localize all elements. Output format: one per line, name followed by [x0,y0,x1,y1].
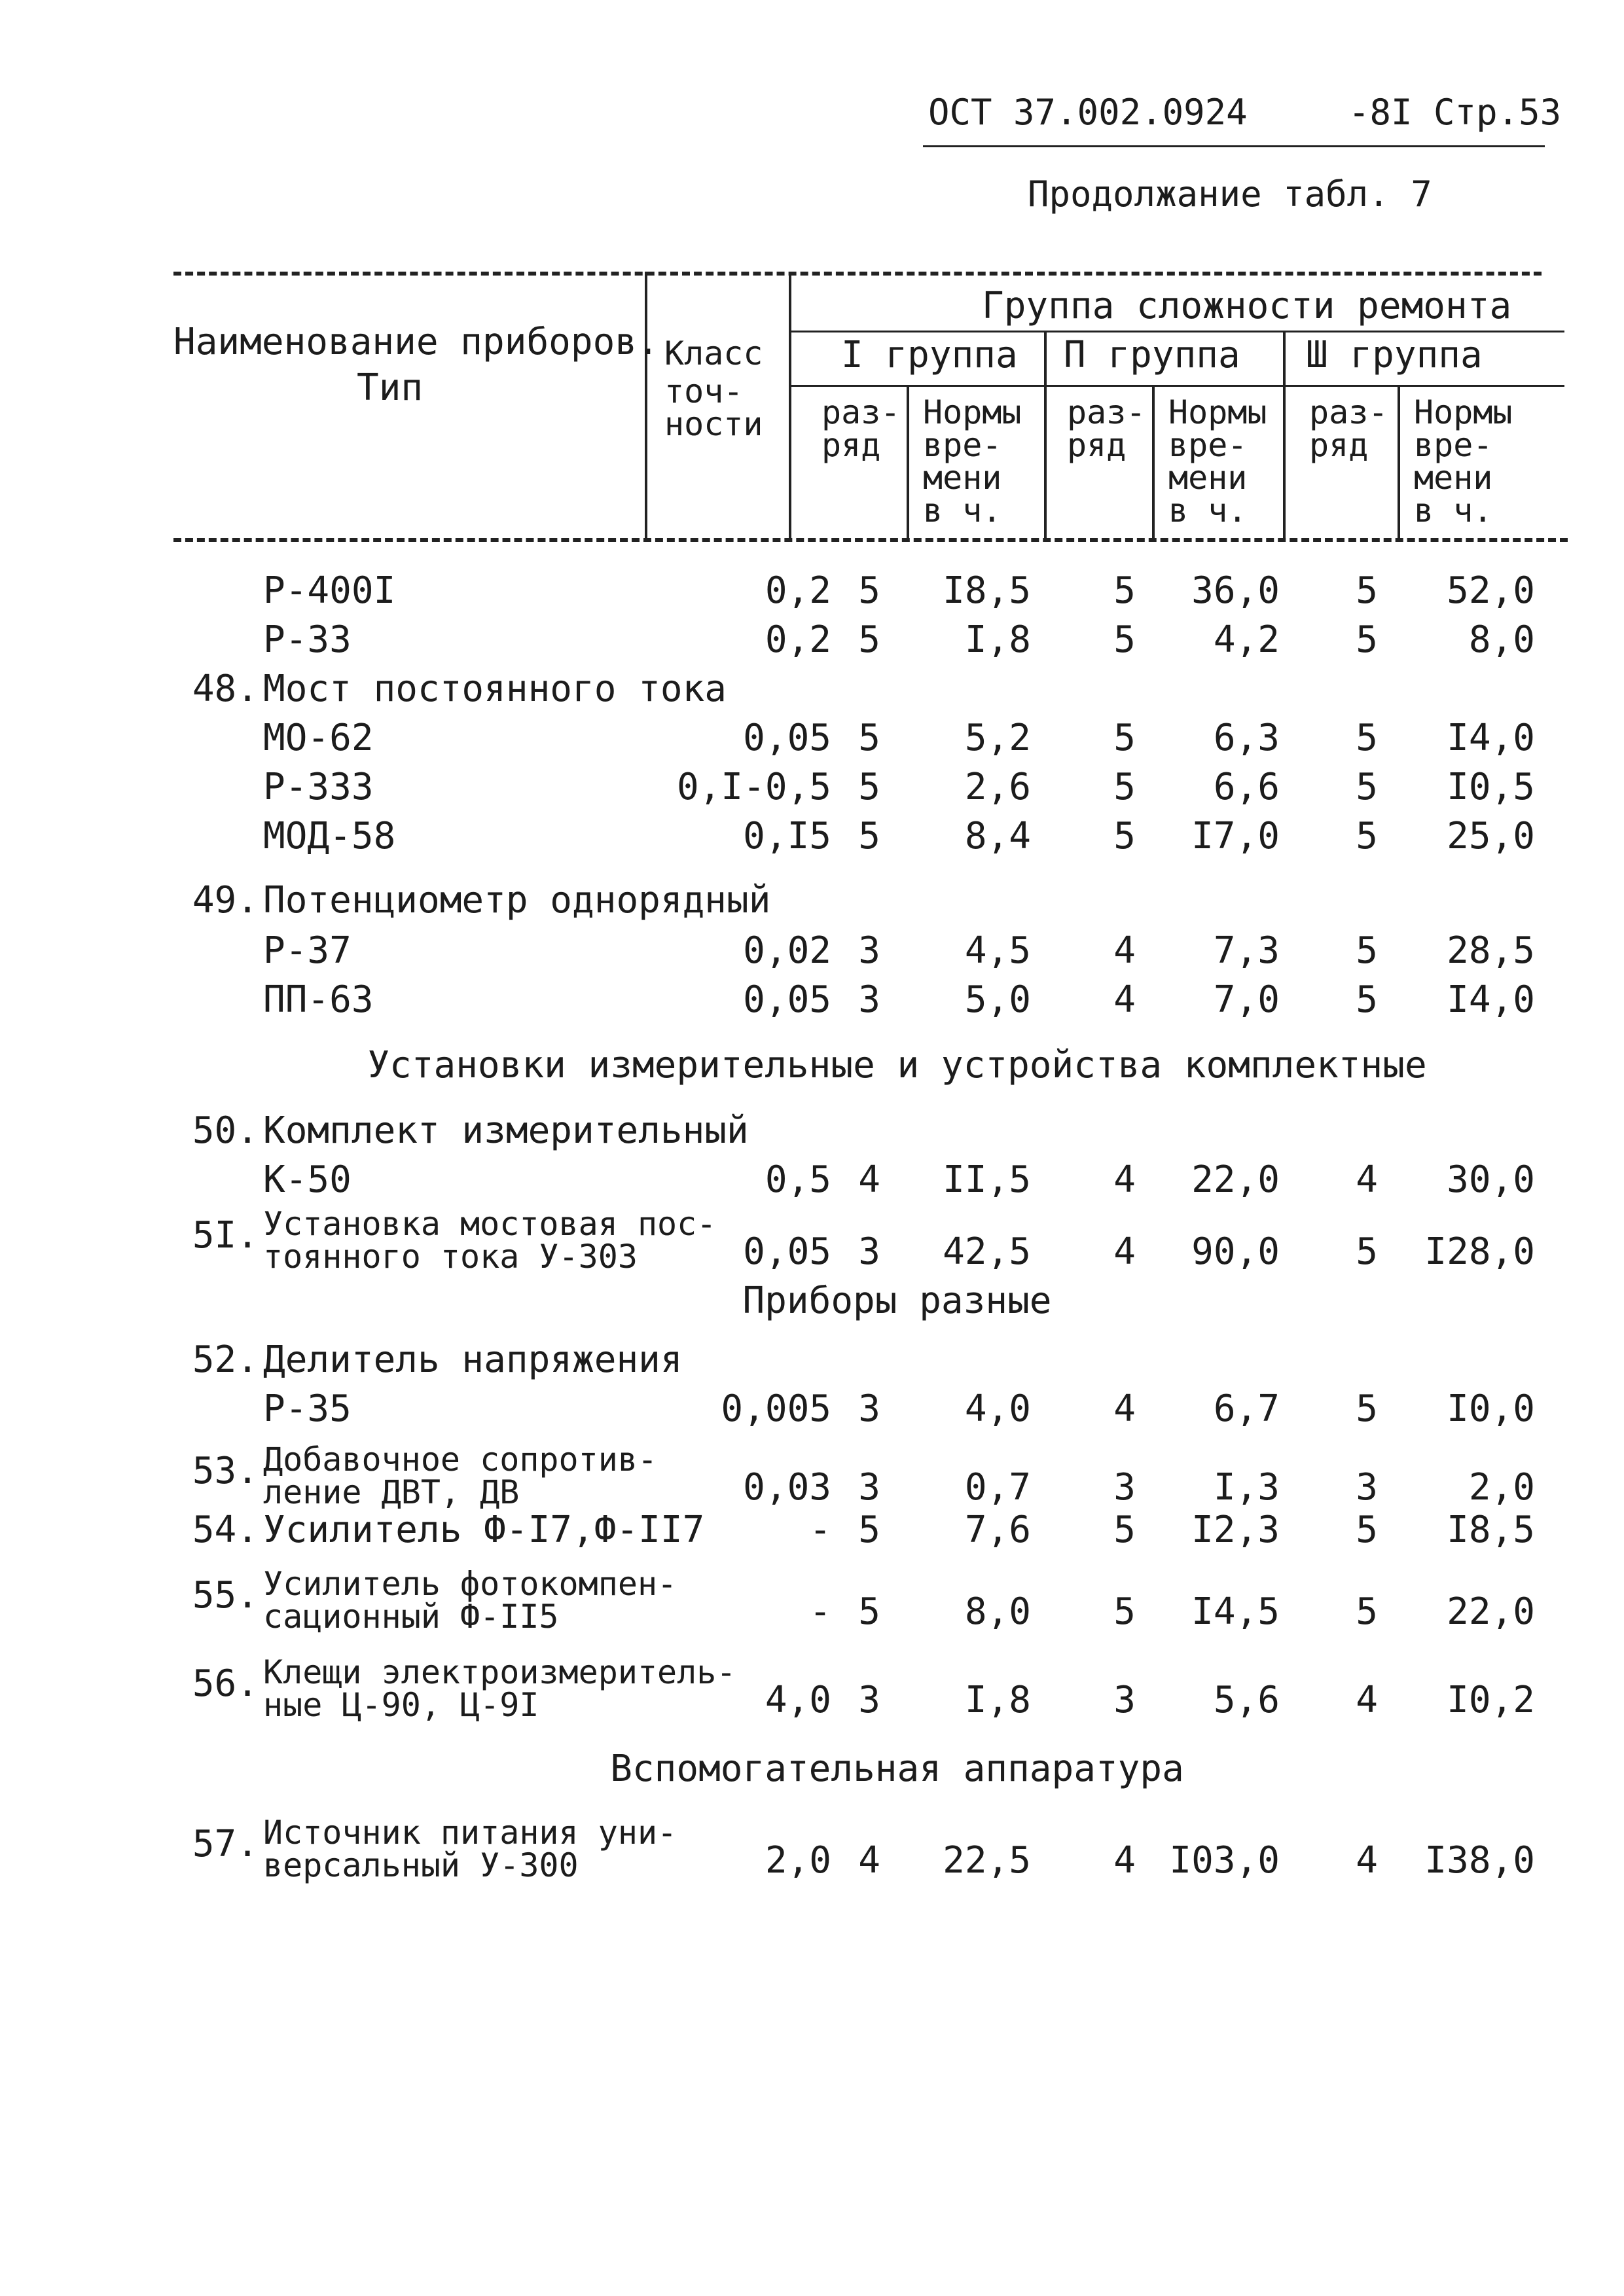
accuracy-class: 0,I5 [743,815,831,857]
time-norm-value: 7,3 [1213,929,1280,972]
item-name-line: Источник питания уни- [263,1814,677,1852]
grade-value: 5 [1113,619,1136,661]
grade-value: 3 [858,1466,880,1509]
item-name-line: Усилитель фотокомпен- [263,1565,677,1603]
group-2-title: П группа [1064,334,1240,376]
grade-value: 5 [1113,1509,1136,1551]
time-norm-value: 25,0 [1447,815,1535,857]
class-header-line1: Класс [664,334,763,372]
header-underline [923,145,1545,147]
item-name-line: Р-33 [263,619,352,661]
norms-line: Нормы [1414,393,1513,431]
time-norm-value: 0,7 [964,1466,1031,1509]
table-head-bottom-rule [173,538,1568,542]
grade-value: 4 [1113,1388,1136,1430]
page-number: -8I Стр.53 [1348,92,1562,133]
time-norm-value: 52,0 [1447,569,1535,612]
item-name-line: Делитель напряжения [263,1338,683,1381]
item-name [263,619,352,661]
norms-line: вре- [923,426,1002,464]
grade-value: 5 [1113,1590,1136,1633]
norms-line: вре- [1168,426,1248,464]
group-1-title: I группа [841,334,1018,376]
grade-value: 3 [858,1388,880,1430]
time-norm-value: I,8 [964,619,1031,661]
time-norm-value: 22,0 [1447,1590,1535,1633]
grade-value: 4 [858,1839,880,1882]
grade-value: 3 [858,978,880,1021]
item-name-line: Усилитель Ф-I7,Ф-II7 [263,1509,705,1551]
accuracy-class: 0,005 [721,1388,831,1430]
item-name [263,879,771,922]
section-heading: Приборы разные [742,1280,1052,1322]
grade-value: 4 [1113,1158,1136,1201]
time-norm-value: II,5 [943,1158,1031,1201]
time-norm-value: I4,0 [1447,978,1535,1021]
accuracy-class: - [809,1509,831,1551]
grade-value: 5 [858,1509,880,1551]
divider-g3-sub [1398,385,1400,540]
time-norm-value: I,3 [1213,1466,1280,1509]
item-name-line: ные Ц-90, Ц-9I [263,1686,539,1724]
item-name-line: Р-35 [263,1388,352,1430]
divider-class-groups [789,272,791,540]
grade-value: 4 [1113,1839,1136,1882]
class-column-header [664,334,763,443]
complexity-group-title: Группа сложности ремонта [982,285,1512,327]
time-norm-value: I0,5 [1447,766,1535,808]
item-name-line: Добавочное сопротив- [263,1441,658,1479]
time-norm-value: 30,0 [1447,1158,1535,1201]
time-norm-value: 8,4 [964,815,1031,857]
divider-g2-g3 [1283,331,1286,540]
time-norm-value: I0,0 [1447,1388,1535,1430]
grade-value: 5 [1356,929,1378,972]
grade-value: 5 [1113,815,1136,857]
item-name [263,1816,677,1882]
item-name-line: версальный У-300 [263,1846,579,1884]
time-norm-value: 22,5 [943,1839,1031,1882]
time-norm-value: 5,0 [964,978,1031,1021]
item-number: 49. [192,879,259,922]
item-name [263,978,374,1021]
item-name [263,1565,677,1636]
grade-value: 5 [858,1590,880,1633]
norms-line: в ч. [1414,492,1493,529]
time-norm-value: 36,0 [1191,569,1280,612]
item-name [263,569,396,612]
group-3-title: Ш группа [1306,334,1483,376]
accuracy-class: 0,05 [743,717,831,759]
accuracy-class: 0,2 [765,569,831,612]
grade-value: 5 [1356,978,1378,1021]
time-norm-value: I28,0 [1424,1230,1535,1273]
time-norm-value: I03,0 [1169,1839,1280,1882]
grade-value: 3 [1113,1466,1136,1509]
item-name-line: МОД-58 [263,815,396,857]
razryad-header-g2 [1067,393,1146,464]
time-norm-value: 8,0 [1468,619,1535,661]
time-norm-value: 4,0 [964,1388,1031,1430]
norms-line: мени [1414,459,1493,497]
razryad-line: ряд [1067,426,1127,464]
grade-value: 4 [1356,1158,1378,1201]
norms-line: Нормы [1168,393,1267,431]
item-name [263,1338,683,1381]
time-norm-value: 7,6 [964,1509,1031,1551]
section-heading: Вспомогательная аппаратура [610,1748,1184,1790]
item-name-line: тоянного тока У-303 [263,1238,638,1276]
item-number: 53. [192,1450,259,1492]
grade-value: 4 [1113,1230,1136,1273]
grade-value: 3 [858,1679,880,1721]
time-norm-value: 6,3 [1213,717,1280,759]
accuracy-class: 0,03 [743,1466,831,1509]
item-name [263,929,352,972]
document-code: ОСТ 37.002.0924 [928,92,1248,133]
item-name-line: ПП-63 [263,978,374,1021]
time-norm-value: 28,5 [1447,929,1535,972]
time-norm-value: 7,0 [1213,978,1280,1021]
grade-value: 4 [858,1158,880,1201]
razryad-line: ряд [821,426,881,464]
time-norm-value: 8,0 [964,1590,1031,1633]
grade-value: 3 [858,1230,880,1273]
type-column-title: Тип [357,367,424,409]
time-norm-value: I0,2 [1447,1679,1535,1721]
time-norm-value: 90,0 [1191,1230,1280,1273]
accuracy-class: - [809,1590,831,1633]
time-norm-value: 6,7 [1213,1388,1280,1430]
item-name-line: Р-37 [263,929,352,972]
item-name-line: Р-400I [263,569,396,612]
section-heading: Установки измерительные и устройства комплектные [367,1044,1427,1086]
grade-value: 5 [858,619,880,661]
divider-g2-sub [1152,385,1155,540]
item-number: 56. [192,1662,259,1705]
table-top-rule [173,272,1542,276]
grade-value: 5 [1356,1509,1378,1551]
norms-line: Нормы [923,393,1022,431]
razryad-line: раз- [821,393,901,431]
time-norm-value: I4,0 [1447,717,1535,759]
grade-value: 3 [858,929,880,972]
item-name-line: Мост постоянного тока [263,668,727,710]
grade-value: 5 [1356,569,1378,612]
accuracy-class: 0,05 [743,978,831,1021]
item-name-line: Комплект измерительный [263,1109,749,1152]
item-number: 5I. [192,1214,259,1257]
norms-line: мени [923,459,1002,497]
grade-value: 5 [858,569,880,612]
item-name [263,766,374,808]
item-name [263,668,727,710]
time-norm-value: I7,0 [1191,815,1280,857]
time-norm-value: I,8 [964,1679,1031,1721]
grade-value: 5 [858,717,880,759]
time-norm-value: 4,5 [964,929,1031,972]
razryad-header-g1 [821,393,901,464]
item-name-line: МО-62 [263,717,374,759]
time-norm-value: 2,6 [964,766,1031,808]
item-name-line: К-50 [263,1158,352,1201]
item-name-line: сационный Ф-II5 [263,1598,559,1636]
grade-value: 4 [1356,1679,1378,1721]
accuracy-class: 2,0 [765,1839,831,1882]
item-number: 50. [192,1109,259,1152]
item-name [263,717,374,759]
accuracy-class: 4,0 [765,1679,831,1721]
accuracy-class: 0,02 [743,929,831,972]
item-name [263,815,396,857]
item-name [263,1388,352,1430]
item-number: 48. [192,668,259,710]
item-number: 54. [192,1509,259,1551]
grade-value: 5 [1356,1230,1378,1273]
norms-header-g1 [923,393,1022,529]
grade-value: 4 [1356,1839,1378,1882]
time-norm-value: 22,0 [1191,1158,1280,1201]
item-name [263,1205,717,1276]
grade-value: 4 [1113,978,1136,1021]
grade-value: 5 [858,766,880,808]
table-continuation-label: Продолжание табл. 7 [1028,173,1432,215]
item-name [263,1443,657,1509]
grade-value: 5 [1356,766,1378,808]
grade-value: 5 [1113,766,1136,808]
item-number: 57. [192,1823,259,1865]
time-norm-value: 42,5 [943,1230,1031,1273]
grade-value: 3 [1113,1679,1136,1721]
norms-line: в ч. [923,492,1002,529]
accuracy-class: 0,05 [743,1230,831,1273]
item-name-line: Р-333 [263,766,374,808]
accuracy-class: 0,2 [765,619,831,661]
norms-line: в ч. [1168,492,1248,529]
grade-value: 5 [1356,1388,1378,1430]
item-name-line: Клещи электроизмеритель- [263,1653,736,1691]
item-name [263,1109,749,1152]
class-header-line3: ности [664,405,763,443]
name-column-header [173,321,659,409]
norms-header-g2 [1168,393,1267,529]
time-norm-value: 2,0 [1468,1466,1535,1509]
time-norm-value: I4,5 [1191,1590,1280,1633]
group-title-rule [789,331,1564,332]
item-name-line: Установка мостовая пос- [263,1205,717,1243]
item-name-line: ление ДВТ, ДВ [263,1473,520,1511]
time-norm-value: 4,2 [1213,619,1280,661]
item-number: 55. [192,1574,259,1617]
accuracy-class: 0,I-0,5 [676,766,831,808]
time-norm-value: I38,0 [1424,1839,1535,1882]
norms-line: мени [1168,459,1248,497]
accuracy-class: 0,5 [765,1158,831,1201]
time-norm-value: I8,5 [943,569,1031,612]
divider-g1-g2 [1044,331,1047,540]
grade-value: 5 [1356,619,1378,661]
norms-header-g3 [1414,393,1513,529]
razryad-line: раз- [1309,393,1388,431]
item-name-line: Потенциометр однорядный [263,879,771,922]
grade-value: 5 [1356,717,1378,759]
item-number: 52. [192,1338,259,1381]
time-norm-value: I8,5 [1447,1509,1535,1551]
time-norm-value: 5,2 [964,717,1031,759]
razryad-line: раз- [1067,393,1146,431]
time-norm-value: I2,3 [1191,1509,1280,1551]
grade-value: 5 [858,815,880,857]
norms-line: вре- [1414,426,1493,464]
razryad-header-g3 [1309,393,1388,464]
time-norm-value: 6,6 [1213,766,1280,808]
item-name [263,1509,705,1551]
group-names-rule [789,385,1564,387]
class-header-line2: точ- [664,372,744,410]
item-name [263,1158,352,1201]
grade-value: 4 [1113,929,1136,972]
grade-value: 5 [1113,717,1136,759]
grade-value: 5 [1356,815,1378,857]
grade-value: 5 [1356,1590,1378,1633]
grade-value: 5 [1113,569,1136,612]
razryad-line: ряд [1309,426,1369,464]
grade-value: 3 [1356,1466,1378,1509]
name-column-title: Наименование приборов. [173,321,659,363]
divider-g1-sub [907,385,909,540]
time-norm-value: 5,6 [1213,1679,1280,1721]
